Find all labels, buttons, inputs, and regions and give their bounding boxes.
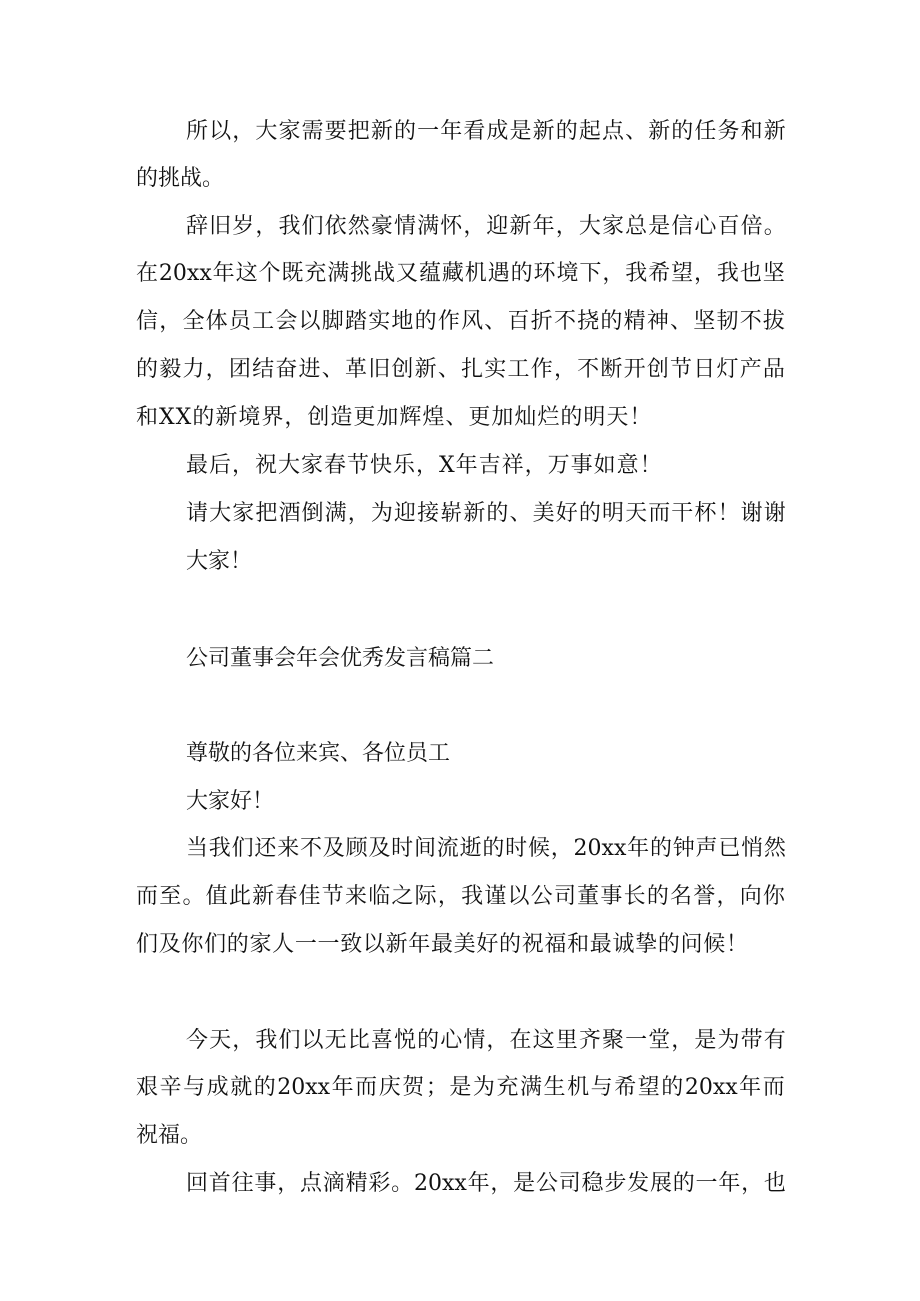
paragraph-5-line-2: 而 至 。 值 此 新 春 佳 节 来 临 之 际 ， 我 谨 以 公 司 董 事 长 的 名 誉 ， 向 你: [136, 884, 785, 909]
paragraph-2-line-3: 信 ， 全 体 员 工 会 以 脚 踏 实 地 的 作 风 、 百 折 不 挠 的 精 神 、 坚 韧 不 拔: [136, 309, 785, 334]
paragraph-1-line-1: 所 以 ， 大 家 需 要 把 新 的 一 年 看 成 是 新 的 起 点 、 新 的 任 务 和 新: [186, 119, 786, 144]
section-title: 公司董事会年会优秀发言稿篇二: [186, 646, 495, 671]
paragraph-6-line-1: 今 天 ， 我 们 以 无 比 喜 悦 的 心 情 ， 在 这 里 齐 聚 一 堂 ， 是 为 带 有: [186, 1028, 786, 1053]
salutation: 尊敬的各位来宾、各位员工: [186, 741, 451, 766]
paragraph-1-line-2: 的挑战。: [136, 166, 225, 191]
paragraph-2-line-1: 辞 旧 岁 ， 我 们 依 然 豪 情 满 怀 ， 迎 新 年 ， 大 家 总 是 信 心 百 倍 。: [186, 214, 786, 239]
paragraph-2-line-5: 和XX的新境界，创造更加辉煌、更加灿烂的明天！: [136, 405, 653, 430]
paragraph-4-line-1: 请 大 家 把 酒 倒 满 ， 为 迎 接 崭 新 的 、 美 好 的 明 天 而 干 杯 ！ 谢 谢: [186, 501, 786, 526]
paragraph-6-line-3: 祝福。: [136, 1123, 203, 1148]
paragraph-3-line-1: 最后，祝大家春节快乐，X年吉祥，万事如意！: [186, 453, 663, 478]
paragraph-6-line-2: 艰 辛 与 成 就 的 20xx 年 而 庆 贺 ； 是 为 充 满 生 机 与 希 望 的 20xx 年 而: [136, 1075, 785, 1100]
greeting: 大家好！: [186, 789, 275, 814]
paragraph-2-line-2: 在 20xx 年 这 个 既 充 满 挑 战 又 蕴 藏 机 遇 的 环 境 下 ， 我 希 望 ， 我 也 坚: [136, 261, 785, 286]
paragraph-5-line-3: 们 及 你 们 的 家 人 一 一 致 以 新 年 最 美 好 的 祝 福 和 最 诚 挚 的 问 候 ！: [136, 932, 748, 957]
paragraph-2-line-4: 的 毅 力 ， 团 结 奋 进 、 革 旧 创 新 、 扎 实 工 作 ， 不 断 开 创 节 日 灯 产 品: [136, 357, 785, 382]
paragraph-7-line-1: 回 首 往 事 ， 点 滴 精 彩 。 20xx 年 ， 是 公 司 稳 步 发 展 的 一 年 ， 也: [186, 1171, 786, 1196]
paragraph-4-line-2: 大家！: [186, 549, 253, 574]
paragraph-5-line-1: 当 我 们 还 来 不 及 顾 及 时 间 流 逝 的 时 候 ， 20xx 年 的 钟 声 已 悄 然: [186, 836, 786, 861]
